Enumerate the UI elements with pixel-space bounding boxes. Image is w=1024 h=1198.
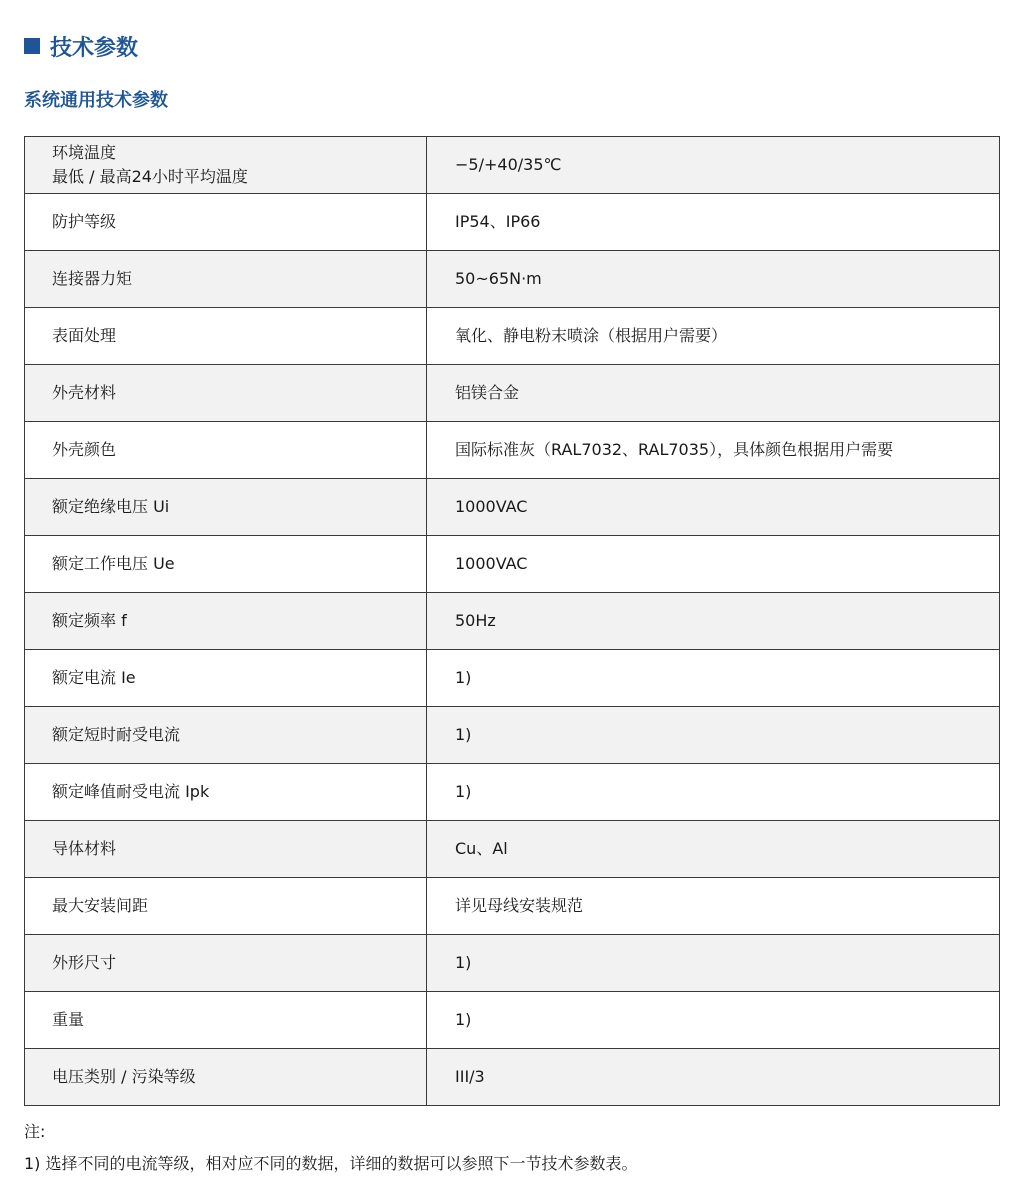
table-row bbox=[25, 365, 1000, 422]
parameter-label: 电压类别 / 污染等级 bbox=[25, 1049, 427, 1106]
parameter-value: 1000VAC bbox=[427, 536, 1000, 593]
table-row bbox=[25, 308, 1000, 365]
table-row bbox=[25, 137, 1000, 194]
parameter-value: IP54、IP66 bbox=[427, 194, 1000, 251]
table-row bbox=[25, 251, 1000, 308]
parameter-value: 1) bbox=[427, 707, 1000, 764]
parameter-label: 表面处理 bbox=[25, 308, 427, 365]
table-row bbox=[25, 935, 1000, 992]
table-row bbox=[25, 194, 1000, 251]
section-title: 技术参数 bbox=[50, 35, 139, 61]
section-heading bbox=[24, 30, 138, 62]
parameter-label: 重量 bbox=[25, 992, 427, 1049]
table-row bbox=[25, 593, 1000, 650]
parameter-label-line: 环境温度 bbox=[52, 143, 117, 162]
parameter-label: 导体材料 bbox=[25, 821, 427, 878]
parameter-label: 额定工作电压 Ue bbox=[25, 536, 427, 593]
parameter-label-line: 最低 / 最高24小时平均温度 bbox=[52, 167, 248, 186]
square-bullet-icon bbox=[24, 38, 40, 54]
table-row bbox=[25, 479, 1000, 536]
parameter-label: 额定频率 f bbox=[25, 593, 427, 650]
table-heading: 系统通用技术参数 bbox=[24, 90, 168, 111]
parameter-value: 详见母线安装规范 bbox=[427, 878, 1000, 935]
parameters-table-body bbox=[25, 137, 1000, 1106]
table-row bbox=[25, 764, 1000, 821]
table-row bbox=[25, 1049, 1000, 1106]
parameter-value: Cu、Al bbox=[427, 821, 1000, 878]
parameter-label: 外壳颜色 bbox=[25, 422, 427, 479]
parameter-value: 1) bbox=[427, 764, 1000, 821]
parameter-value: 50Hz bbox=[427, 593, 1000, 650]
table-row bbox=[25, 422, 1000, 479]
parameter-label: 防护等级 bbox=[25, 194, 427, 251]
parameter-label: 额定绝缘电压 Ui bbox=[25, 479, 427, 536]
notes bbox=[24, 1120, 638, 1176]
parameter-value: 国际标准灰（RAL7032、RAL7035），具体颜色根据用户需要 bbox=[427, 422, 1000, 479]
parameter-label: 外形尺寸 bbox=[25, 935, 427, 992]
table-row bbox=[25, 878, 1000, 935]
parameter-label: 外壳材料 bbox=[25, 365, 427, 422]
parameter-label: 连接器力矩 bbox=[25, 251, 427, 308]
parameter-value: 氧化、静电粉末喷涂（根据用户需要） bbox=[427, 308, 1000, 365]
parameter-label: 额定峰值耐受电流 Ipk bbox=[25, 764, 427, 821]
table-row bbox=[25, 536, 1000, 593]
table-row bbox=[25, 821, 1000, 878]
parameter-label: 最大安装间距 bbox=[25, 878, 427, 935]
parameter-label: 额定电流 Ie bbox=[25, 650, 427, 707]
parameters-table bbox=[24, 136, 1000, 1106]
notes-title: 注: bbox=[24, 1122, 46, 1141]
parameter-value: 1) bbox=[427, 992, 1000, 1049]
parameter-label: 额定短时耐受电流 bbox=[25, 707, 427, 764]
note-line: 1) 选择不同的电流等级，相对应不同的数据，详细的数据可以参照下一节技术参数表。 bbox=[24, 1154, 638, 1173]
parameter-value: 铝镁合金 bbox=[427, 365, 1000, 422]
parameter-value: 1) bbox=[427, 650, 1000, 707]
parameter-value: −5/+40/35℃ bbox=[427, 137, 1000, 194]
parameter-value: 1000VAC bbox=[427, 479, 1000, 536]
table-row bbox=[25, 707, 1000, 764]
parameter-value: 1) bbox=[427, 935, 1000, 992]
table-row bbox=[25, 992, 1000, 1049]
parameter-value: 50~65N·m bbox=[427, 251, 1000, 308]
parameter-value: III/3 bbox=[427, 1049, 1000, 1106]
parameter-label bbox=[25, 137, 427, 194]
table-row bbox=[25, 650, 1000, 707]
